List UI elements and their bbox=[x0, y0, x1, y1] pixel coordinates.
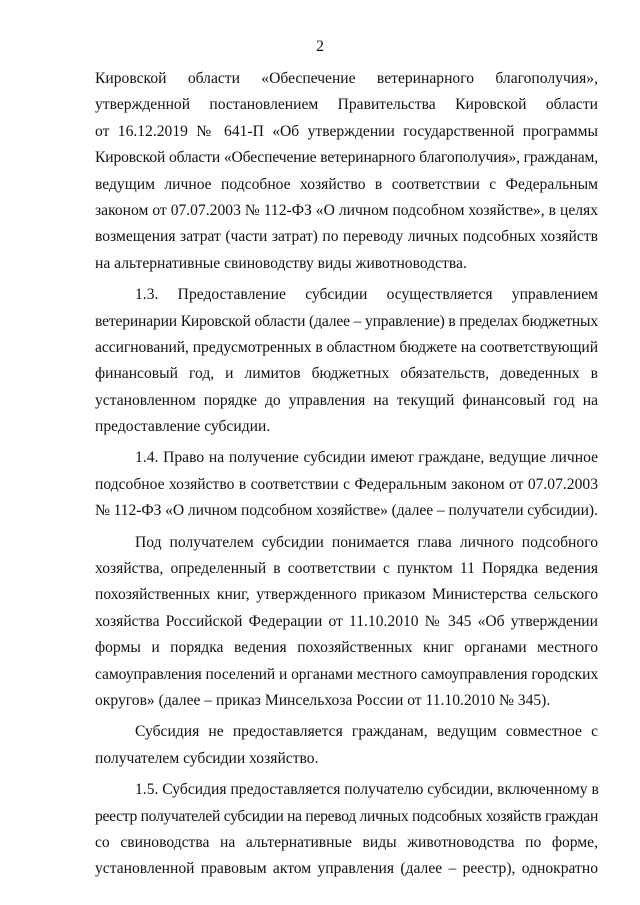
text-line: округов» (далее – приказ Минсельхоза России от 11.10.2010 № 345). bbox=[95, 691, 551, 709]
text-line: предоставление субсидии. bbox=[95, 418, 271, 436]
text-line: 1.3. Предоставление субсидии осуществляется управлением bbox=[135, 286, 598, 304]
text-line: ведущим личное подсобное хозяйство в соответствии с Федеральным bbox=[95, 175, 598, 193]
text-line: Кировской области «Обеспечение ветеринарного благополучия», гражданам, bbox=[95, 149, 598, 167]
text-line: установленном порядке до управления на текущий финансовый год на bbox=[95, 391, 598, 409]
text-line: хозяйства, определенный в соответствии с пунктом 11 Порядка ведения bbox=[95, 560, 598, 578]
text-line: ассигнований, предусмотренных в областном бюджете на соответствующий bbox=[95, 338, 598, 356]
text-line: 1.4. Право на получение субсидии имеют граждане, ведущие личное bbox=[135, 449, 598, 467]
text-line: финансовый год, и лимитов бюджетных обязательств, доведенных в bbox=[95, 365, 598, 383]
text-line: Кировской области «Обеспечение ветеринарного благополучия», bbox=[95, 70, 598, 87]
text-line: получателем субсидии хозяйство. bbox=[95, 749, 319, 767]
text-line: утвержденной постановлением Правительства Кировской области bbox=[95, 96, 598, 114]
page-number: 2 bbox=[316, 38, 324, 55]
text-line: установленной правовым актом управления (далее – реестр), однократно bbox=[95, 860, 598, 878]
text-line: похозяйственных книг, утвержденного приказом Министерства сельского bbox=[95, 586, 598, 604]
text-line: подсобное хозяйство в соответствии с Федеральным законом от 07.07.2003 bbox=[95, 475, 598, 493]
text-line: от 16.12.2019 № 641-П «Об утверждении государственной программы bbox=[95, 122, 598, 140]
text-line: со свиноводства на альтернативные виды животноводства по форме, bbox=[95, 833, 598, 851]
text-line: 1.5. Субсидия предоставляется получателю субсидии, включенному в bbox=[135, 781, 599, 799]
text-line: законом от 07.07.2003 № 112-ФЗ «О личном подсобном хозяйстве», в целях bbox=[95, 201, 598, 219]
text-line: хозяйства Российской Федерации от 11.10.2010 № 345 «Об утверждении bbox=[95, 612, 598, 630]
text-line: ветеринарии Кировской области (далее – управление) в пределах бюджетных bbox=[95, 312, 598, 330]
text-line: на альтернативные свиноводству виды животноводства. bbox=[95, 254, 467, 272]
text-line: Субсидия не предоставляется гражданам, ведущим совместное с bbox=[135, 723, 598, 741]
text-line: реестр получателей субсидии на перевод личных подсобных хозяйств граждан bbox=[95, 807, 598, 825]
text-line: Под получателем субсидии понимается глава личного подсобного bbox=[135, 533, 598, 551]
text-line: формы и порядка ведения похозяйственных книг органами местного bbox=[95, 639, 598, 657]
text-line: самоуправления поселений и органами местного самоуправления городских bbox=[95, 665, 599, 683]
text-line: № 112-ФЗ «О личном подсобном хозяйстве» (далее – получатели субсидии). bbox=[95, 502, 598, 520]
text-line: возмещения затрат (части затрат) по переводу личных подсобных хозяйств bbox=[95, 228, 598, 246]
document-body bbox=[95, 66, 598, 883]
